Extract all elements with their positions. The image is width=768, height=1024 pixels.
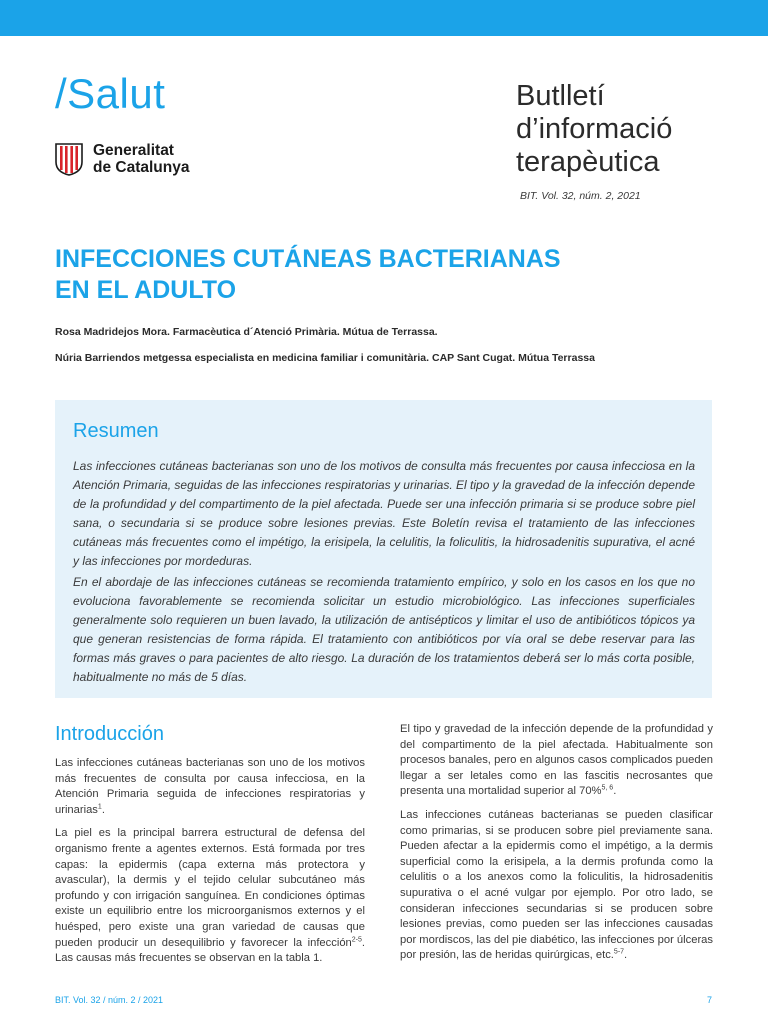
title-line-1: INFECCIONES CUTÁNEAS BACTERIANAS [55, 245, 561, 273]
intro-paragraph-4 [400, 808, 713, 964]
page-number: 7 [707, 995, 713, 1005]
left-column [55, 756, 365, 975]
reference-superscript: 1 [97, 803, 102, 811]
reference-superscript: 2-5 [351, 935, 362, 943]
author-2: Núria Barriendos metgessa especialista en medicina familiar i comunitària. CAP Sant Cugat. Mútua Terrassa [55, 352, 595, 364]
abstract-heading: Resumen [73, 420, 159, 442]
article-title [55, 244, 561, 306]
reference-superscript: 5-7 [613, 948, 625, 956]
abstract-paragraph-1: Las infecciones cutáneas bacterianas son uno de los motivos de consulta más frecuentes por causa infecciosa en la Atención Primaria, seguidas de las infecciones respiratorias y urinarias. El tipo y la gravedad de la infección depende de la profundidad y del compartimento de la piel afectada. Puede ser una infección primaria si se produce sobre piel sana, o secundaria si se produce sobre lesiones previas. Este Boletín revisa el tratamiento de las infecciones cutáneas más frecuentes como el impétigo, la erisipela, la celulitis, la foliculitis, la hidrosadenitis supurativa, el acné y las infecciones por mordeduras. [73, 459, 695, 568]
bulletin-line-2: d’informació [516, 113, 673, 145]
bulletin-line-3: terapèutica [516, 146, 660, 178]
logo-line-2: de Catalunya [93, 159, 190, 176]
footer-issue: BIT. Vol. 32 / núm. 2 / 2021 [55, 995, 164, 1005]
intro-paragraph-3 [400, 722, 713, 800]
top-color-bar [0, 0, 768, 36]
author-1: Rosa Madridejos Mora. Farmacèutica d´Atenció Primària. Mútua de Terrassa. [55, 326, 438, 338]
bulletin-title [516, 80, 672, 179]
intro-paragraph-2-end: . Las causas más frecuentes se observan en la tabla 1. [55, 936, 365, 965]
intro-paragraph-1-end: . [101, 803, 105, 816]
generalitat-emblem-icon [54, 142, 84, 176]
introduction-heading: Introducción [55, 723, 164, 745]
title-line-2: EN EL ADULTO [55, 276, 237, 304]
abstract-box [55, 400, 712, 698]
salut-brand: /Salut [55, 70, 166, 117]
abstract-body [73, 457, 695, 689]
issue-reference: BIT. Vol. 32, núm. 2, 2021 [520, 190, 641, 202]
reference-superscript: 5, 6 [601, 784, 614, 792]
intro-paragraph-2-text: La piel es la principal barrera estructural de defensa del organismo frente a agentes externos. Está formada por tres capas: la epidermis (capa externa más protectora y avascular), la dermis y el tejido celular subcutáneo más profundo y con irrigación sanguínea. En condiciones óptimas existe un equilibrio entre los microorganismos externos y el huésped, pero existe una gran variedad de causas que pueden producir un desequilibrio y favorecer la infección [55, 827, 365, 949]
intro-paragraph-1 [55, 756, 365, 818]
intro-paragraph-4-text: Las infecciones cutáneas bacterianas se pueden clasificar como primarias, si se producen sobre piel previamente sana. Pueden afectar a la epidermis como el impétigo, a la dermis superficial como la erisipela, a la dermis profunda como la celulitis o a los anexos como la foliculitis, la hidrosadenitis supurativa o el acné vulgar por ejemplo. Por otro lado, se consideran infecciones secundarias si se producen sobre lesiones previas, como pueden ser las infecciones causadas por mordiscos, las del pie diabético, las infecciones por úlceras por presión, las de heridas quirúrgicas, etc. [400, 808, 713, 962]
intro-paragraph-1-text: Las infecciones cutáneas bacterianas son uno de los motivos más frecuentes de consulta por causa infecciosa, en la Atención Primaria seguida de infecciones respiratorias y urinarias [55, 757, 365, 816]
logo-line-1: Generalitat [93, 142, 174, 159]
abstract-paragraph-2: En el abordaje de las infecciones cutáneas se recomienda tratamiento empírico, y solo en los casos en los que no evoluciona favorablemente se recomienda solicitar un estudio microbiológico. Las infecciones superficiales generalmente solo requieren un buen lavado, la utilización de antisépticos y limitar el uso de antibióticos tópicos ya que generan resistencias de forma rápida. El tratamiento con antibióticos por vía oral se debe reservar para las formas más graves o para pacientes de alto riesgo. La duración de los tratamientos deberá ser lo más corta posible, habitualmente no más de 5 días. [73, 575, 695, 684]
right-column [400, 722, 713, 972]
generalitat-logo [54, 142, 189, 176]
intro-paragraph-3-text: El tipo y gravedad de la infección depende de la profundidad y del compartimento de la piel afectada. Habitualmente son procesos banales, pero en algunos casos complicados pueden llegar a ser letales como en las fascitis necrosantes que presenta una mortalidad superior al 70% [400, 723, 713, 798]
intro-paragraph-3-end: . [613, 785, 617, 798]
intro-paragraph-2 [55, 826, 365, 966]
intro-paragraph-4-end: . [624, 949, 628, 962]
bulletin-line-1: Butlletí [516, 80, 605, 112]
